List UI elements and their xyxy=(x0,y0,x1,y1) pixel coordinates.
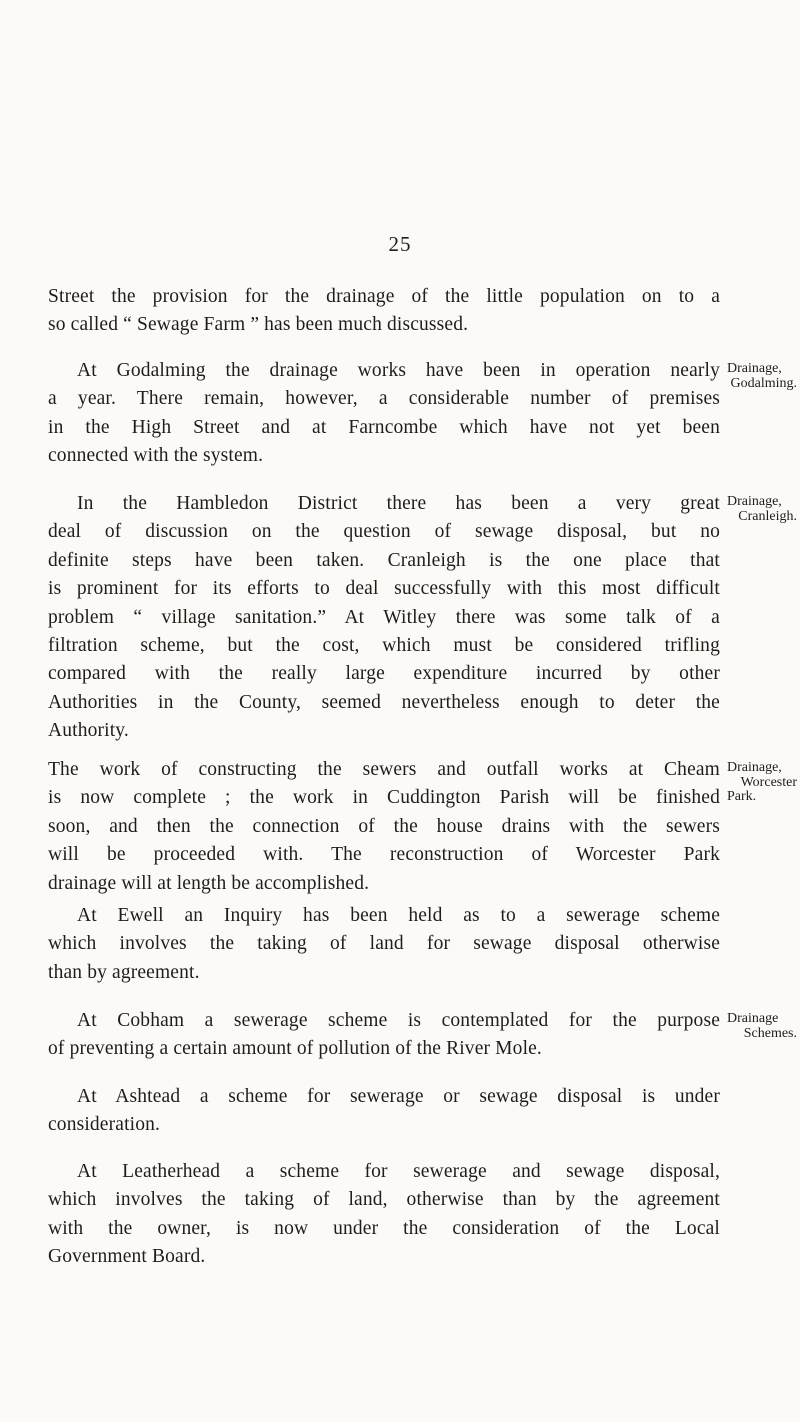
text-line: consideration. xyxy=(48,1114,161,1136)
paragraph-7 xyxy=(48,1083,720,1140)
text-line: problem “ village sanitation.” At Witley there was some talk of a xyxy=(48,606,720,628)
margin-note-line: Drainage, xyxy=(727,494,782,509)
text-line: so called “ Sewage Farm ” has been much discussed. xyxy=(48,314,469,336)
paragraph-1 xyxy=(48,283,720,340)
margin-note-line: Godalming. xyxy=(730,375,797,391)
text-line: Authority. xyxy=(48,720,129,742)
margin-note-worcester-park xyxy=(727,761,799,805)
margin-note-line: Drainage xyxy=(727,1011,779,1026)
text-line: drainage will at length be accomplished. xyxy=(48,872,370,894)
paragraph-5 xyxy=(48,902,720,987)
text-line: with the owner, is now under the consideration of the Local xyxy=(48,1217,720,1239)
text-line: At Leatherhead a scheme for sewerage and sewage disposal, xyxy=(77,1161,720,1182)
text-line: connected with the system. xyxy=(48,445,264,467)
text-line: In the Hambledon District there has been a very great xyxy=(77,493,720,514)
margin-note-drainage-schemes xyxy=(727,1012,799,1041)
text-line: of preventing a certain amount of pollution of the River Mole. xyxy=(48,1038,542,1060)
text-line: a year. There remain, however, a considerable number of premises xyxy=(48,388,720,410)
margin-note-line: Schemes. xyxy=(743,1025,797,1041)
paragraph-3 xyxy=(48,490,720,746)
text-line: than by agreement. xyxy=(48,961,200,983)
paragraph-4 xyxy=(48,756,720,898)
margin-note-line: Drainage, xyxy=(727,361,782,376)
text-line: soon, and then the connection of the house drains with the sewers xyxy=(48,815,720,837)
margin-note-godalming xyxy=(727,362,799,391)
text-line: At Ewell an Inquiry has been held as to a sewerage scheme xyxy=(77,905,720,926)
margin-note-line: Worcester xyxy=(740,774,797,790)
text-line: filtration scheme, but the cost, which must be considered trifling xyxy=(48,635,720,657)
text-line: which involves the taking of land for sewage disposal otherwise xyxy=(48,933,720,955)
page-number: 25 xyxy=(388,232,412,256)
text-line: Street the provision for the drainage of the little population on to a xyxy=(48,286,720,307)
text-line: compared with the really large expenditure incurred by other xyxy=(48,663,720,685)
text-line: which involves the taking of land, otherwise than by the agreement xyxy=(48,1189,720,1211)
margin-note-cranleigh xyxy=(727,495,799,524)
margin-note-line: Cranleigh. xyxy=(738,508,797,524)
text-line: The work of constructing the sewers and outfall works at Cheam xyxy=(48,759,720,780)
paragraph-2 xyxy=(48,357,720,471)
text-line: At Ashtead a scheme for sewerage or sewage disposal is under xyxy=(77,1086,720,1107)
text-line: Government Board. xyxy=(48,1246,206,1268)
text-line: in the High Street and at Farncombe which have not yet been xyxy=(48,416,720,438)
text-line: definite steps have been taken. Cranleigh is the one place that xyxy=(48,549,720,571)
text-line: At Cobham a sewerage scheme is contemplated for the purpose xyxy=(77,1010,720,1031)
text-line: will be proceeded with. The reconstruction of Worcester Park xyxy=(48,844,720,866)
text-line: At Godalming the drainage works have been in operation nearly xyxy=(77,360,720,381)
text-line: is now complete ; the work in Cuddington Parish will be finished xyxy=(48,787,720,809)
margin-note-line: Drainage, xyxy=(727,760,782,775)
text-line: deal of discussion on the question of sewage disposal, but no xyxy=(48,521,720,543)
paragraph-8 xyxy=(48,1158,720,1272)
text-line: is prominent for its efforts to deal successfully with this most difficult xyxy=(48,578,720,600)
text-line: Authorities in the County, seemed nevertheless enough to deter the xyxy=(48,691,720,713)
paragraph-6 xyxy=(48,1007,720,1064)
margin-note-line: Park. xyxy=(727,789,757,804)
